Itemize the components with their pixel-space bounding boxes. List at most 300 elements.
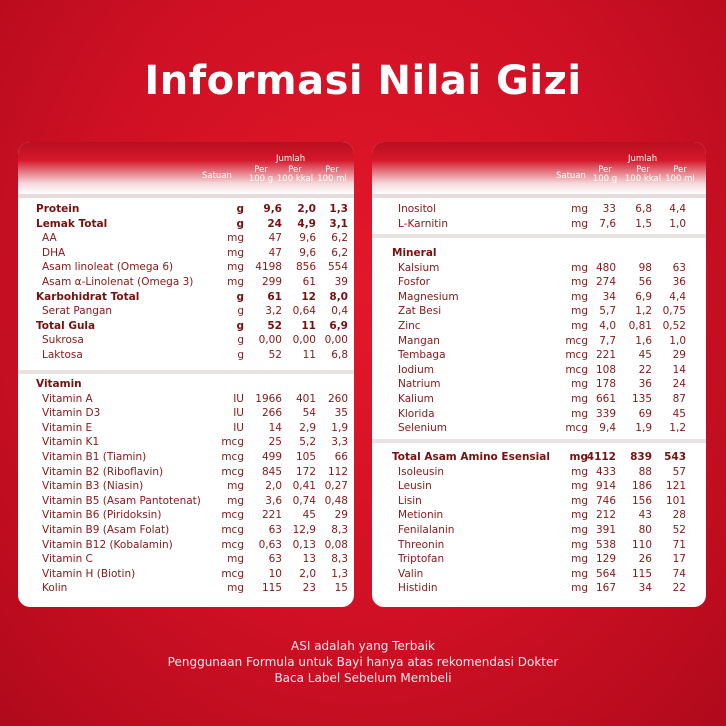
value-per-100g: 24 [267, 217, 282, 230]
nutrition-panel-left [18, 142, 354, 607]
value-per-100g: 167 [595, 582, 616, 595]
value-per-100kkal: 45 [638, 349, 652, 362]
divider [18, 194, 354, 198]
value-per-100g: 391 [595, 523, 616, 536]
value-per-100g: 108 [595, 363, 616, 376]
value-per-100ml: 74 [672, 567, 686, 580]
nutrient-name: Vitamin B1 (Tiamin) [42, 450, 147, 463]
value-per-100kkal: 13 [302, 553, 316, 566]
table-row [18, 479, 354, 494]
value-per-100ml: 1,0 [669, 334, 686, 347]
unit-value: mg [227, 480, 244, 493]
value-per-100g: 7,6 [599, 217, 616, 230]
value-per-100ml: 4,4 [669, 203, 686, 215]
value-per-100ml: 14 [672, 363, 686, 376]
table-row [18, 421, 354, 436]
value-per-100ml: 15 [334, 582, 348, 595]
nutrient-name: Laktosa [42, 348, 83, 361]
unit-value: mcg [221, 509, 244, 522]
table-row [18, 348, 354, 363]
unit-value: g [237, 305, 244, 318]
value-per-100ml: 63 [672, 261, 686, 274]
value-per-100kkal: 80 [638, 523, 652, 536]
nutrient-name: Kolin [42, 582, 68, 595]
nutrient-name: Asam α-Linolenat (Omega 3) [42, 275, 194, 288]
table-row [18, 552, 354, 567]
value-per-100ml: 0,00 [324, 334, 348, 347]
value-per-100ml: 121 [665, 480, 686, 493]
nutrient-name: Vitamin B5 (Asam Pantotenat) [42, 494, 201, 507]
footer-line: ASI adalah yang Terbaik [291, 639, 435, 653]
nutrient-name: Vitamin E [42, 421, 93, 434]
unit-value: mg [571, 538, 588, 551]
unit-value: mg [571, 407, 588, 420]
value-per-100g: 4112 [586, 451, 616, 463]
value-per-100kkal: 1,2 [635, 305, 652, 318]
unit-value: mg [227, 553, 244, 566]
value-per-100kkal: 54 [302, 407, 316, 420]
nutrient-name: Zat Besi [398, 305, 442, 318]
value-per-100kkal: 0,41 [292, 480, 316, 493]
value-per-100ml: 8,3 [331, 523, 348, 536]
value-per-100g: 299 [261, 275, 282, 288]
value-per-100ml: 112 [327, 465, 348, 478]
unit-value: mcg [565, 334, 588, 347]
page-title: Informasi Nilai Gizi [144, 58, 582, 104]
table-row [18, 202, 354, 217]
value-per-100kkal: 401 [295, 392, 316, 405]
value-per-100g: 2,0 [265, 480, 282, 493]
unit-value: mg [571, 509, 588, 522]
nutrient-name: Vitamin H (Biotin) [42, 567, 136, 580]
value-per-100g: 7,7 [599, 334, 616, 347]
footer-line: Baca Label Sebelum Membeli [274, 671, 452, 685]
table-row [372, 290, 706, 305]
unit-value: mcg [221, 538, 244, 551]
value-per-100ml: 71 [672, 538, 686, 551]
value-per-100ml: 6,9 [329, 319, 348, 332]
unit-value: mg [571, 582, 588, 595]
value-per-100kkal: 36 [638, 378, 652, 391]
value-per-100g: 14 [268, 421, 282, 434]
unit-value: mg [571, 261, 588, 274]
unit-value: mg [571, 203, 588, 215]
value-per-100kkal: 98 [638, 261, 652, 274]
unit-value: mcg [565, 422, 588, 435]
unit-value: mg [227, 232, 244, 245]
nutrient-name: Vitamin B12 (Kobalamin) [42, 538, 173, 551]
unit-value: mcg [221, 436, 244, 449]
value-per-100g: 221 [261, 509, 282, 522]
unit-value: IU [233, 407, 244, 420]
table-row [18, 246, 354, 261]
value-per-100ml: 1,9 [331, 421, 348, 434]
nutrient-name: Sukrosa [42, 334, 84, 347]
table-row [18, 290, 354, 305]
table-row [372, 319, 706, 334]
unit-value: mg [571, 494, 588, 507]
nutrient-name: Kalium [398, 392, 434, 405]
table-row [372, 275, 706, 290]
nutrient-name: Metionin [398, 509, 444, 522]
nutrient-name: Vitamin [36, 378, 82, 390]
value-per-100g: 499 [261, 450, 282, 463]
divider [372, 234, 706, 238]
unit-value: mg [227, 494, 244, 507]
value-per-100ml: 0,75 [662, 305, 686, 318]
value-per-100g: 3,6 [265, 494, 282, 507]
table-header [372, 142, 706, 194]
value-per-100kkal: 856 [295, 261, 316, 274]
value-per-100kkal: 0,00 [292, 334, 316, 347]
unit-value: g [237, 334, 244, 347]
divider [372, 439, 706, 443]
nutrient-name: Total Asam Amino Esensial [392, 451, 550, 463]
value-per-100ml: 28 [672, 509, 686, 522]
unit-value: mg [569, 451, 588, 463]
value-per-100ml: 29 [672, 349, 686, 362]
table-row [18, 508, 354, 523]
header-jumlah: Jumlah [628, 154, 658, 164]
value-per-100kkal: 26 [638, 553, 652, 566]
value-per-100ml: 8,0 [329, 290, 348, 303]
value-per-100ml: 6,2 [331, 232, 348, 245]
value-per-100kkal: 12 [301, 290, 316, 303]
unit-value: mcg [565, 363, 588, 376]
unit-value: IU [233, 421, 244, 434]
nutrient-name: Magnesium [398, 290, 459, 303]
header-jumlah: Jumlah [276, 154, 306, 164]
table-row [18, 523, 354, 538]
unit-value: mg [227, 582, 244, 595]
value-per-100kkal: 156 [631, 494, 652, 507]
value-per-100g: 746 [595, 494, 616, 507]
table-row [18, 319, 354, 334]
unit-value: mg [227, 275, 244, 288]
nutrient-name: Fosfor [398, 276, 430, 289]
header-per-100g: Per 100 g [592, 165, 618, 184]
nutrient-name: Isoleusin [398, 465, 445, 478]
table-row [372, 407, 706, 422]
value-per-100ml: 3,1 [329, 217, 348, 230]
value-per-100g: 25 [268, 436, 282, 449]
value-per-100g: 115 [261, 582, 282, 595]
nutrient-name: Karbohidrat Total [36, 290, 140, 303]
value-per-100g: 564 [595, 567, 616, 580]
unit-value: mcg [221, 465, 244, 478]
value-per-100ml: 17 [672, 553, 686, 566]
value-per-100g: 212 [595, 509, 616, 522]
table-row [372, 202, 706, 217]
table-row [372, 377, 706, 392]
value-per-100kkal: 186 [631, 480, 652, 493]
value-per-100g: 52 [267, 319, 282, 332]
value-per-100g: 63 [268, 523, 282, 536]
value-per-100g: 129 [595, 553, 616, 566]
table-row [372, 508, 706, 523]
footer-line: Penggunaan Formula untuk Bayi hanya atas rekomendasi Dokter [167, 655, 559, 669]
value-per-100ml: 1,3 [329, 203, 348, 215]
value-per-100g: 339 [595, 407, 616, 420]
header-satuan: Satuan [202, 171, 232, 181]
table-row [18, 450, 354, 465]
table-row [372, 552, 706, 567]
nutrient-name: Valin [398, 567, 424, 580]
value-per-100ml: 1,0 [669, 217, 686, 230]
table-row [18, 392, 354, 407]
value-per-100kkal: 11 [301, 319, 316, 332]
table-row [18, 538, 354, 553]
value-per-100kkal: 88 [638, 465, 652, 478]
divider [372, 194, 706, 198]
value-per-100kkal: 6,8 [635, 203, 652, 215]
unit-value: g [237, 348, 244, 361]
header-per-100kkal: Per 100 kkal [624, 165, 662, 184]
table-row [372, 494, 706, 509]
nutrient-name: Vitamin B2 (Riboflavin) [42, 465, 164, 478]
value-per-100ml: 0,08 [324, 538, 348, 551]
value-per-100g: 4,0 [599, 319, 616, 332]
header-per-100ml: Per 100 ml [317, 165, 347, 184]
unit-value: g [236, 203, 244, 215]
value-per-100g: 63 [268, 553, 282, 566]
nutrient-name: Kalsium [398, 261, 440, 274]
value-per-100ml: 543 [664, 451, 686, 463]
value-per-100g: 47 [268, 246, 282, 259]
table-row [18, 377, 354, 392]
nutrition-panel-right [372, 142, 706, 607]
value-per-100g: 10 [268, 567, 282, 580]
value-per-100kkal: 0,74 [292, 494, 316, 507]
nutrient-name: Protein [36, 203, 80, 215]
unit-value: mcg [221, 450, 244, 463]
table-row [372, 581, 706, 596]
value-per-100g: 52 [268, 348, 282, 361]
nutrient-name: Mineral [392, 247, 437, 259]
unit-value: mg [571, 392, 588, 405]
unit-value: mcg [221, 523, 244, 536]
value-per-100kkal: 12,9 [292, 523, 316, 536]
unit-value: mg [571, 290, 588, 303]
value-per-100g: 221 [595, 349, 616, 362]
table-row [372, 348, 706, 363]
value-per-100kkal: 4,9 [297, 217, 316, 230]
table-row [18, 333, 354, 348]
nutrient-name: Asam linoleat (Omega 6) [42, 261, 174, 274]
value-per-100g: 33 [602, 203, 616, 215]
nutrient-group-vitamin [18, 377, 354, 596]
value-per-100ml: 45 [672, 407, 686, 420]
nutrient-group-amino [372, 450, 706, 596]
table-header [18, 142, 354, 194]
value-per-100g: 9,4 [599, 422, 616, 435]
nutrient-name: Threonin [398, 538, 445, 551]
value-per-100g: 61 [267, 290, 282, 303]
value-per-100kkal: 1,9 [635, 422, 652, 435]
table-row [372, 304, 706, 319]
value-per-100kkal: 23 [302, 582, 316, 595]
value-per-100ml: 1,2 [669, 422, 686, 435]
table-row [18, 465, 354, 480]
value-per-100g: 3,2 [265, 305, 282, 318]
value-per-100g: 0,63 [258, 538, 282, 551]
nutrient-name: Vitamin C [42, 553, 93, 566]
value-per-100g: 433 [595, 465, 616, 478]
value-per-100ml: 4,4 [669, 290, 686, 303]
nutrient-name: Vitamin D3 [42, 407, 101, 420]
value-per-100kkal: 105 [295, 450, 316, 463]
value-per-100ml: 0,4 [331, 305, 348, 318]
unit-value: mg [571, 465, 588, 478]
footer-notice [0, 638, 726, 686]
unit-value: mg [571, 553, 588, 566]
value-per-100kkal: 6,9 [635, 290, 652, 303]
nutrient-name: Zinc [398, 319, 421, 332]
value-per-100g: 480 [595, 261, 616, 274]
value-per-100ml: 36 [672, 276, 686, 289]
table-row [372, 538, 706, 553]
table-row [18, 217, 354, 232]
value-per-100ml: 22 [672, 582, 686, 595]
value-per-100kkal: 9,6 [299, 232, 316, 245]
value-per-100ml: 87 [672, 392, 686, 405]
value-per-100kkal: 43 [638, 509, 652, 522]
value-per-100kkal: 0,13 [292, 538, 316, 551]
nutrient-name: DHA [42, 246, 66, 259]
unit-value: mg [227, 261, 244, 274]
table-row [372, 465, 706, 480]
value-per-100g: 266 [261, 407, 282, 420]
nutrient-name: Klorida [398, 407, 435, 420]
value-per-100kkal: 9,6 [299, 246, 316, 259]
unit-value: g [236, 290, 244, 303]
value-per-100ml: 6,2 [331, 246, 348, 259]
value-per-100kkal: 172 [295, 465, 316, 478]
table-row [18, 304, 354, 319]
header-satuan: Satuan [556, 171, 586, 181]
nutrient-name: Selenium [398, 422, 447, 435]
nutrient-name: L-Karnitin [398, 217, 448, 230]
value-per-100ml: 8,3 [331, 553, 348, 566]
value-per-100kkal: 34 [638, 582, 652, 595]
value-per-100kkal: 115 [631, 567, 652, 580]
unit-value: mg [571, 567, 588, 580]
value-per-100ml: 6,8 [331, 348, 348, 361]
table-row [18, 231, 354, 246]
unit-value: mg [571, 319, 588, 332]
unit-value: mcg [565, 349, 588, 362]
value-per-100ml: 1,3 [331, 567, 348, 580]
value-per-100g: 1966 [255, 392, 282, 405]
value-per-100kkal: 839 [630, 451, 652, 463]
nutrient-name: Mangan [398, 334, 440, 347]
value-per-100kkal: 22 [638, 363, 652, 376]
nutrient-name: Vitamin A [42, 392, 93, 405]
table-row [372, 392, 706, 407]
value-per-100kkal: 0,81 [628, 319, 652, 332]
value-per-100ml: 101 [665, 494, 686, 507]
value-per-100ml: 260 [327, 392, 348, 405]
table-row [372, 479, 706, 494]
nutrient-name: Tembaga [398, 349, 446, 362]
unit-value: mg [571, 523, 588, 536]
value-per-100kkal: 0,64 [292, 305, 316, 318]
value-per-100g: 914 [595, 480, 616, 493]
nutrient-name: Lemak Total [36, 217, 108, 230]
nutrient-group-macro [18, 202, 354, 363]
value-per-100g: 34 [602, 290, 616, 303]
unit-value: mg [571, 378, 588, 391]
value-per-100ml: 39 [334, 275, 348, 288]
value-per-100kkal: 2,0 [297, 203, 316, 215]
value-per-100g: 661 [595, 392, 616, 405]
value-per-100g: 47 [268, 232, 282, 245]
value-per-100ml: 3,3 [331, 436, 348, 449]
nutrient-name: Total Gula [36, 319, 96, 332]
nutrient-name: Vitamin B3 (Niasin) [42, 480, 144, 493]
nutrient-name: Fenilalanin [398, 523, 455, 536]
value-per-100ml: 52 [672, 523, 686, 536]
unit-value: IU [233, 392, 244, 405]
value-per-100kkal: 1,6 [635, 334, 652, 347]
value-per-100kkal: 56 [638, 276, 652, 289]
header-per-100ml: Per 100 ml [665, 165, 695, 184]
nutrient-name: Lisin [398, 494, 422, 507]
value-per-100kkal: 1,5 [635, 217, 652, 230]
table-row [18, 567, 354, 582]
header-per-100kkal: Per 100 kkal [276, 165, 314, 184]
value-per-100g: 9,6 [263, 203, 282, 215]
unit-value: g [236, 217, 244, 230]
nutrient-name: Natrium [398, 378, 441, 391]
table-row [18, 494, 354, 509]
nutrient-name: Leusin [398, 480, 432, 493]
nutrient-name: AA [42, 232, 57, 245]
value-per-100g: 845 [261, 465, 282, 478]
value-per-100ml: 0,52 [662, 319, 686, 332]
value-per-100ml: 554 [327, 261, 348, 274]
divider [18, 370, 354, 374]
nutrient-name: Inositol [398, 203, 437, 215]
table-row [18, 275, 354, 290]
nutrient-group-mineral [372, 246, 706, 436]
value-per-100ml: 24 [672, 378, 686, 391]
unit-value: mg [227, 246, 244, 259]
value-per-100kkal: 69 [638, 407, 652, 420]
table-row [372, 523, 706, 538]
nutrient-group-other [372, 202, 706, 231]
table-row [18, 581, 354, 596]
value-per-100ml: 57 [672, 465, 686, 478]
nutrient-name: Triptofan [398, 553, 445, 566]
unit-value: mg [571, 276, 588, 289]
table-row [18, 435, 354, 450]
table-row [372, 363, 706, 378]
unit-value: mg [571, 217, 588, 230]
value-per-100ml: 0,27 [324, 480, 348, 493]
value-per-100g: 4198 [255, 261, 282, 274]
value-per-100g: 274 [595, 276, 616, 289]
value-per-100kkal: 61 [302, 275, 316, 288]
value-per-100kkal: 2,9 [299, 421, 316, 434]
nutrient-name: Iodium [398, 363, 434, 376]
value-per-100ml: 0,48 [324, 494, 348, 507]
value-per-100ml: 66 [334, 450, 348, 463]
unit-value: mcg [221, 567, 244, 580]
table-row [372, 246, 706, 261]
nutrient-name: Vitamin B6 (Piridoksin) [42, 509, 162, 522]
nutrient-name: Serat Pangan [42, 305, 113, 318]
